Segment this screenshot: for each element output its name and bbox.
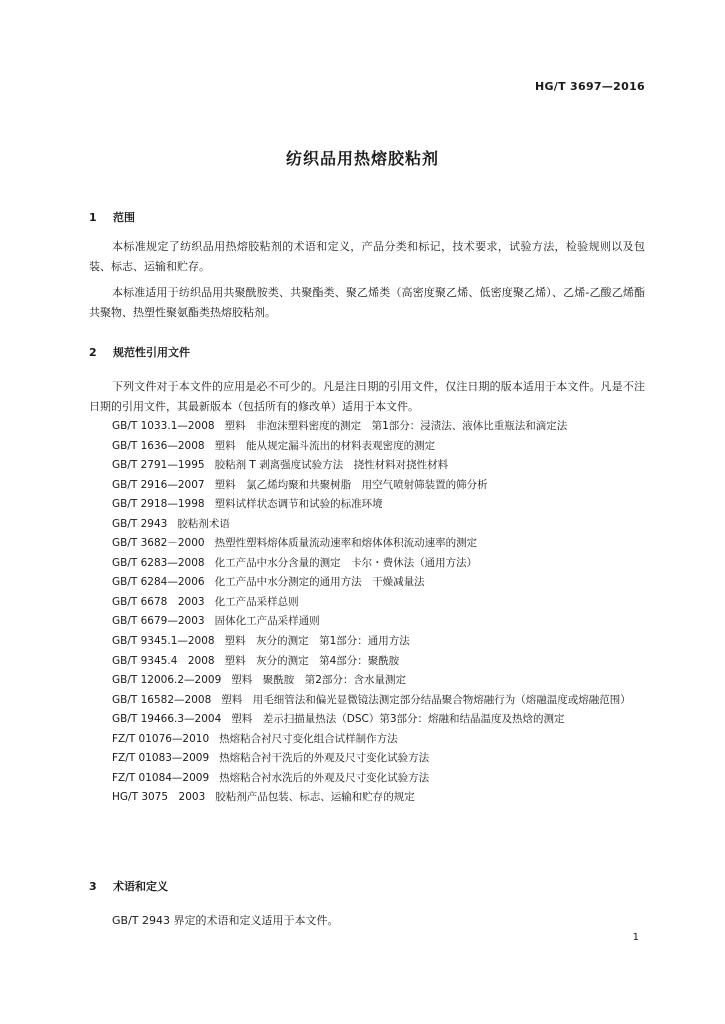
reference-title: 化工产品中水分测定的通用方法 干燥减量法 bbox=[214, 576, 425, 589]
reference-title: 热熔粘合衬干洗后的外观及尺寸变化试验方法 bbox=[219, 752, 430, 765]
reference-code: FZ/T 01083—2009 bbox=[112, 752, 210, 765]
reference-item bbox=[89, 769, 645, 789]
reference-code: GB/T 2943 bbox=[112, 517, 168, 530]
reference-item bbox=[89, 730, 645, 750]
reference-item bbox=[89, 632, 645, 652]
section-number: 3 bbox=[89, 880, 97, 893]
reference-item bbox=[89, 417, 645, 437]
section-number: 2 bbox=[89, 346, 97, 359]
reference-code: GB/T 1636—2008 bbox=[112, 439, 205, 452]
reference-title: 塑料 差示扫描量热法（DSC）第3部分：熔融和结晶温度及热焓的测定 bbox=[231, 713, 565, 726]
reference-item bbox=[89, 437, 645, 457]
reference-item bbox=[89, 612, 645, 632]
reference-title: 胶粘剂术语 bbox=[177, 517, 230, 530]
reference-title: 塑料 灰分的测定 第4部分：聚酰胺 bbox=[224, 654, 400, 667]
reference-title: 塑料 用毛细管法和偏光显微镜法测定部分结晶聚合物熔融行为（熔融温度或熔融范围） bbox=[221, 693, 631, 706]
reference-code: GB/T 6284—2006 bbox=[112, 576, 205, 589]
reference-code: GB/T 6283—2008 bbox=[112, 556, 205, 569]
section-3-heading bbox=[89, 878, 168, 894]
reference-code: GB/T 2791—1995 bbox=[112, 459, 205, 472]
reference-title: 塑料 灰分的测定 第1部分：通用方法 bbox=[224, 635, 410, 648]
reference-code: GB/T 1033.1—2008 bbox=[112, 420, 215, 432]
section-2-heading bbox=[89, 344, 190, 360]
section-title: 术语和定义 bbox=[113, 880, 168, 893]
reference-item bbox=[89, 593, 645, 613]
section-1-heading bbox=[89, 209, 135, 225]
reference-title: 胶粘剂 T 剥离强度试验方法 挠性材料对挠性材料 bbox=[214, 459, 449, 472]
reference-title: 塑料试样状态调节和试验的标准环境 bbox=[214, 498, 383, 511]
reference-code: GB/T 16582—2008 bbox=[112, 693, 212, 706]
reference-item bbox=[89, 749, 645, 769]
reference-item bbox=[89, 554, 645, 574]
reference-title: 固体化工产品采样通则 bbox=[214, 615, 320, 628]
reference-item bbox=[89, 456, 645, 476]
reference-item bbox=[89, 710, 645, 730]
scope-paragraph-1: 本标准规定了纺织品用热熔胶粘剂的术语和定义，产品分类和标记，技术要求，试验方法，检验规则以及包装、标志、运输和贮存。 bbox=[89, 240, 645, 273]
reference-title: 胶粘剂产品包装、标志、运输和贮存的规定 bbox=[215, 791, 415, 804]
normative-references-intro: 下列文件对于本文件的应用是必不可少的。凡是注日期的引用文件，仅注日期的版本适用于本文件。凡是不注日期的引用文件，其最新版本（包括所有的修改单）适用于本文件。 bbox=[89, 380, 645, 413]
standard-number: HG/T 3697—2016 bbox=[534, 80, 645, 93]
reference-title: 塑料 能从规定漏斗流出的材料表观密度的测定 bbox=[214, 439, 436, 452]
reference-title: 塑料 聚酰胺 第2部分：含水量测定 bbox=[231, 674, 406, 687]
section-number: 1 bbox=[89, 211, 97, 224]
reference-title: 化工产品采样总则 bbox=[214, 595, 299, 608]
reference-item bbox=[89, 495, 645, 515]
reference-title: 热塑性塑料熔体质量流动速率和熔体体积流动速率的测定 bbox=[214, 537, 478, 550]
reference-code: GB/T 2916—2007 bbox=[112, 478, 205, 491]
reference-code: GB/T 2918—1998 bbox=[112, 498, 205, 511]
reference-code: HG/T 3075 2003 bbox=[112, 791, 206, 804]
reference-code: FZ/T 01084—2009 bbox=[112, 771, 210, 784]
reference-title: 热熔粘合衬水洗后的外观及尺寸变化试验方法 bbox=[219, 771, 430, 784]
reference-code: GB/T 6678 2003 bbox=[112, 595, 205, 608]
reference-list bbox=[89, 417, 645, 808]
reference-code: GB/T 12006.2—2009 bbox=[112, 674, 222, 687]
reference-item bbox=[89, 788, 645, 808]
reference-title: 热熔粘合衬尺寸变化组合试样制作方法 bbox=[219, 732, 398, 745]
reference-item bbox=[89, 534, 645, 554]
reference-title: 化工产品中水分含量的测定 卡尔・费休法（通用方法） bbox=[214, 556, 478, 569]
reference-title: 塑料 氯乙烯均聚和共聚树脂 用空气喷射筛装置的筛分析 bbox=[214, 478, 488, 491]
terms-paragraph: GB/T 2943 界定的术语和定义适用于本文件。 bbox=[112, 914, 339, 927]
reference-code: GB/T 3682－2000 bbox=[112, 537, 205, 550]
reference-code: GB/T 9345.4 2008 bbox=[112, 654, 215, 667]
section-title: 规范性引用文件 bbox=[113, 346, 190, 359]
reference-item bbox=[89, 652, 645, 672]
reference-item bbox=[89, 671, 645, 691]
reference-title: 塑料 非泡沫塑料密度的测定 第1部分：浸渍法、液体比重瓶法和滴定法 bbox=[224, 420, 568, 432]
page-number: 1 bbox=[632, 932, 639, 943]
reference-code: GB/T 6679—2003 bbox=[112, 615, 205, 628]
section-title: 范围 bbox=[113, 211, 135, 224]
scope-paragraph-2: 本标准适用于纺织品用共聚酰胺类、共聚酯类、聚乙烯类（高密度聚乙烯、低密度聚乙烯）、乙烯-乙酸乙烯酯共聚物、热塑性聚氨酯类热熔胶粘剂。 bbox=[89, 286, 645, 319]
reference-item bbox=[89, 515, 645, 535]
reference-item bbox=[89, 691, 645, 711]
document-title: 纺织品用热熔胶粘剂 bbox=[285, 149, 439, 168]
reference-code: GB/T 9345.1—2008 bbox=[112, 635, 215, 648]
reference-code: GB/T 19466.3—2004 bbox=[112, 713, 222, 726]
reference-code: FZ/T 01076—2010 bbox=[112, 732, 210, 745]
reference-item bbox=[89, 573, 645, 593]
reference-item bbox=[89, 476, 645, 496]
